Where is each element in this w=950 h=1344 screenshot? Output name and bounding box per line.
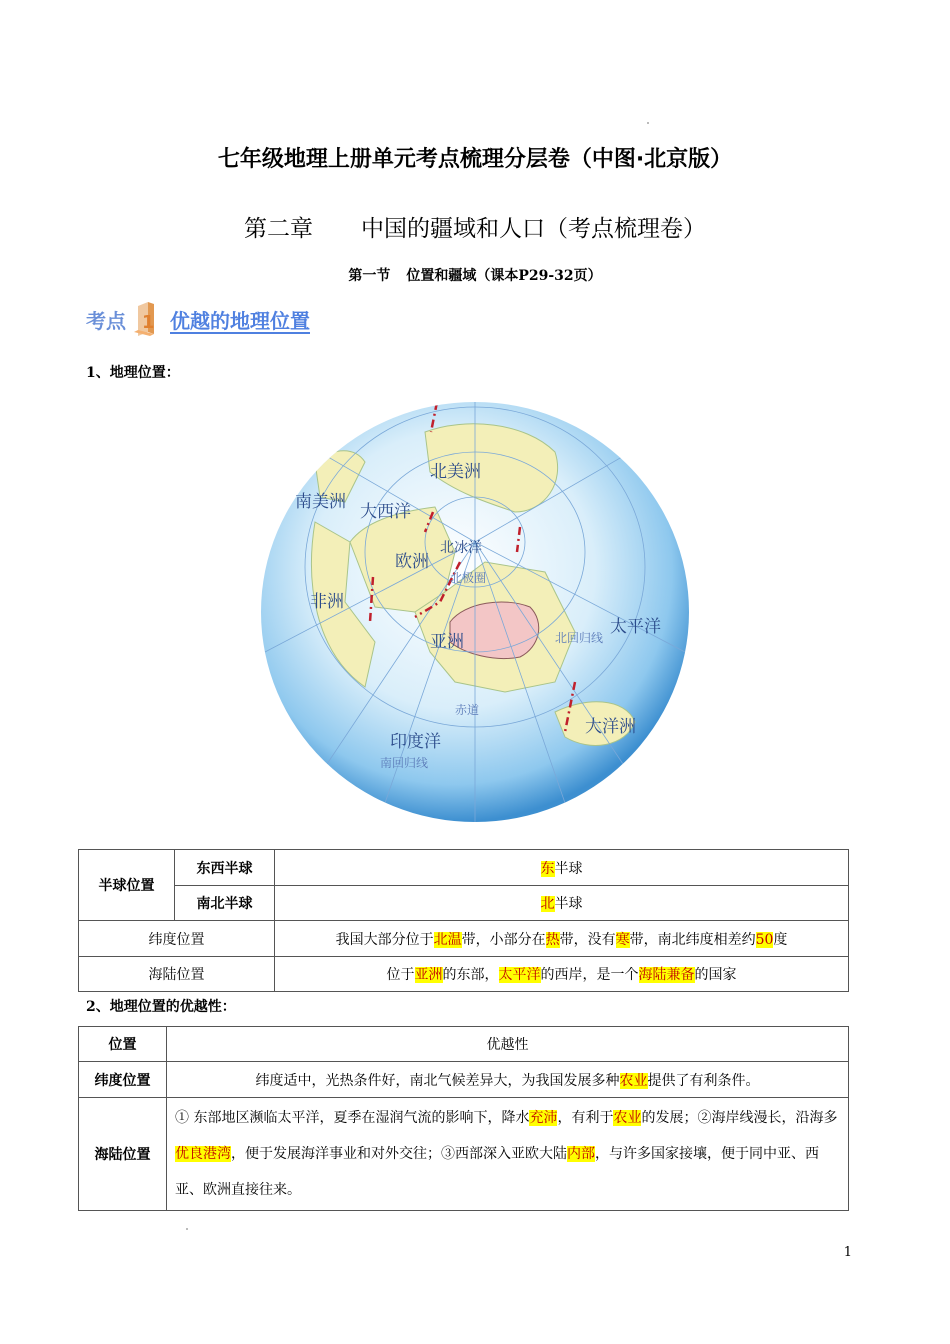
map-label-europe: 欧洲 bbox=[395, 552, 429, 572]
kaodian-heading bbox=[86, 302, 310, 336]
header-advantage: 优越性 bbox=[167, 1027, 849, 1062]
row-sub-north-south: 南北半球 bbox=[175, 886, 275, 921]
map-label-pacific: 太平洋 bbox=[610, 617, 661, 637]
table-row bbox=[79, 1062, 849, 1098]
kaodian-number-icon bbox=[134, 302, 156, 336]
map-label-africa: 非洲 bbox=[310, 592, 344, 612]
cell-sea-land: 位于亚洲的东部，太平洋的西岸，是一个海陆兼备的国家 bbox=[275, 957, 849, 992]
document-title: 七年级地理上册单元考点梳理分层卷（中图·北京版） bbox=[217, 147, 733, 172]
location-table bbox=[78, 849, 849, 992]
map-label-oceania: 大洋洲 bbox=[585, 717, 636, 737]
globe-map bbox=[255, 392, 695, 832]
map-label-indian-ocean: 印度洋 bbox=[390, 732, 441, 752]
map-label-tropic-capricorn: 南回归线 bbox=[380, 756, 429, 770]
map-label-equator: 赤道 bbox=[455, 703, 480, 717]
map-label-south-america: 南美洲 bbox=[295, 492, 346, 512]
map-label-atlantic: 大西洋 bbox=[360, 502, 411, 522]
table-row bbox=[79, 886, 849, 921]
cell-north-south: 北半球 bbox=[275, 886, 849, 921]
kaodian-title: 优越的地理位置 bbox=[170, 308, 310, 333]
row-label-latitude: 纬度位置 bbox=[79, 921, 275, 957]
speck bbox=[186, 1228, 188, 1230]
kaodian-number: 1 bbox=[142, 312, 155, 333]
section-heading bbox=[0, 265, 950, 285]
row-label-latitude: 纬度位置 bbox=[79, 1062, 167, 1098]
header-position: 位置 bbox=[79, 1027, 167, 1062]
advantage-table bbox=[78, 1026, 849, 1211]
cell-latitude: 我国大部分位于北温带，小部分在热带，没有寒带，南北纬度相差约50度 bbox=[275, 921, 849, 957]
table-row bbox=[79, 1098, 849, 1211]
table-row bbox=[79, 921, 849, 957]
speck bbox=[647, 122, 649, 124]
chapter-heading bbox=[0, 210, 950, 243]
table-header-row bbox=[79, 1027, 849, 1062]
row-label-sea-land: 海陆位置 bbox=[79, 957, 275, 992]
table-row bbox=[79, 957, 849, 992]
row-sub-east-west: 东西半球 bbox=[175, 850, 275, 886]
map-label-arctic: 北冰洋 bbox=[440, 540, 482, 556]
cell-east-west: 东半球 bbox=[275, 850, 849, 886]
cell-latitude-advantage: 纬度适中，光热条件好，南北气候差异大，为我国发展多种农业提供了有利条件。 bbox=[167, 1062, 849, 1098]
subheading-1: 1、地理位置： bbox=[86, 365, 180, 381]
cell-sea-land-advantage: ① 东部地区濒临太平洋，夏季在湿润气流的影响下，降水充沛，有利于农业的发展；②海岸线漫长，沿海多优良港湾，便于发展海洋事业和对外交往；③西部深入亚欧大陆内部，与许多国家接壤，便于同中亚、西亚、欧洲直接往来。 bbox=[167, 1098, 849, 1211]
map-label-tropic-cancer: 北回归线 bbox=[555, 631, 604, 645]
section-name: 位置和疆域（课本P29-32页） bbox=[406, 268, 602, 284]
page-number: 1 bbox=[843, 1245, 852, 1260]
kaodian-label: 考点 bbox=[86, 308, 126, 333]
subheading-2: 2、地理位置的优越性： bbox=[86, 999, 236, 1015]
map-label-asia: 亚洲 bbox=[430, 632, 464, 652]
map-label-north-america: 北美洲 bbox=[430, 462, 481, 482]
chapter-number: 第二章 bbox=[244, 216, 313, 242]
chapter-name: 中国的疆域和人口（考点梳理卷） bbox=[361, 216, 706, 242]
row-label-sea-land: 海陆位置 bbox=[79, 1098, 167, 1211]
row-label-hemisphere: 半球位置 bbox=[79, 850, 175, 921]
table-row bbox=[79, 850, 849, 886]
section-number: 第一节 bbox=[348, 268, 391, 284]
map-label-arctic-circle: 北极圈 bbox=[450, 571, 487, 585]
